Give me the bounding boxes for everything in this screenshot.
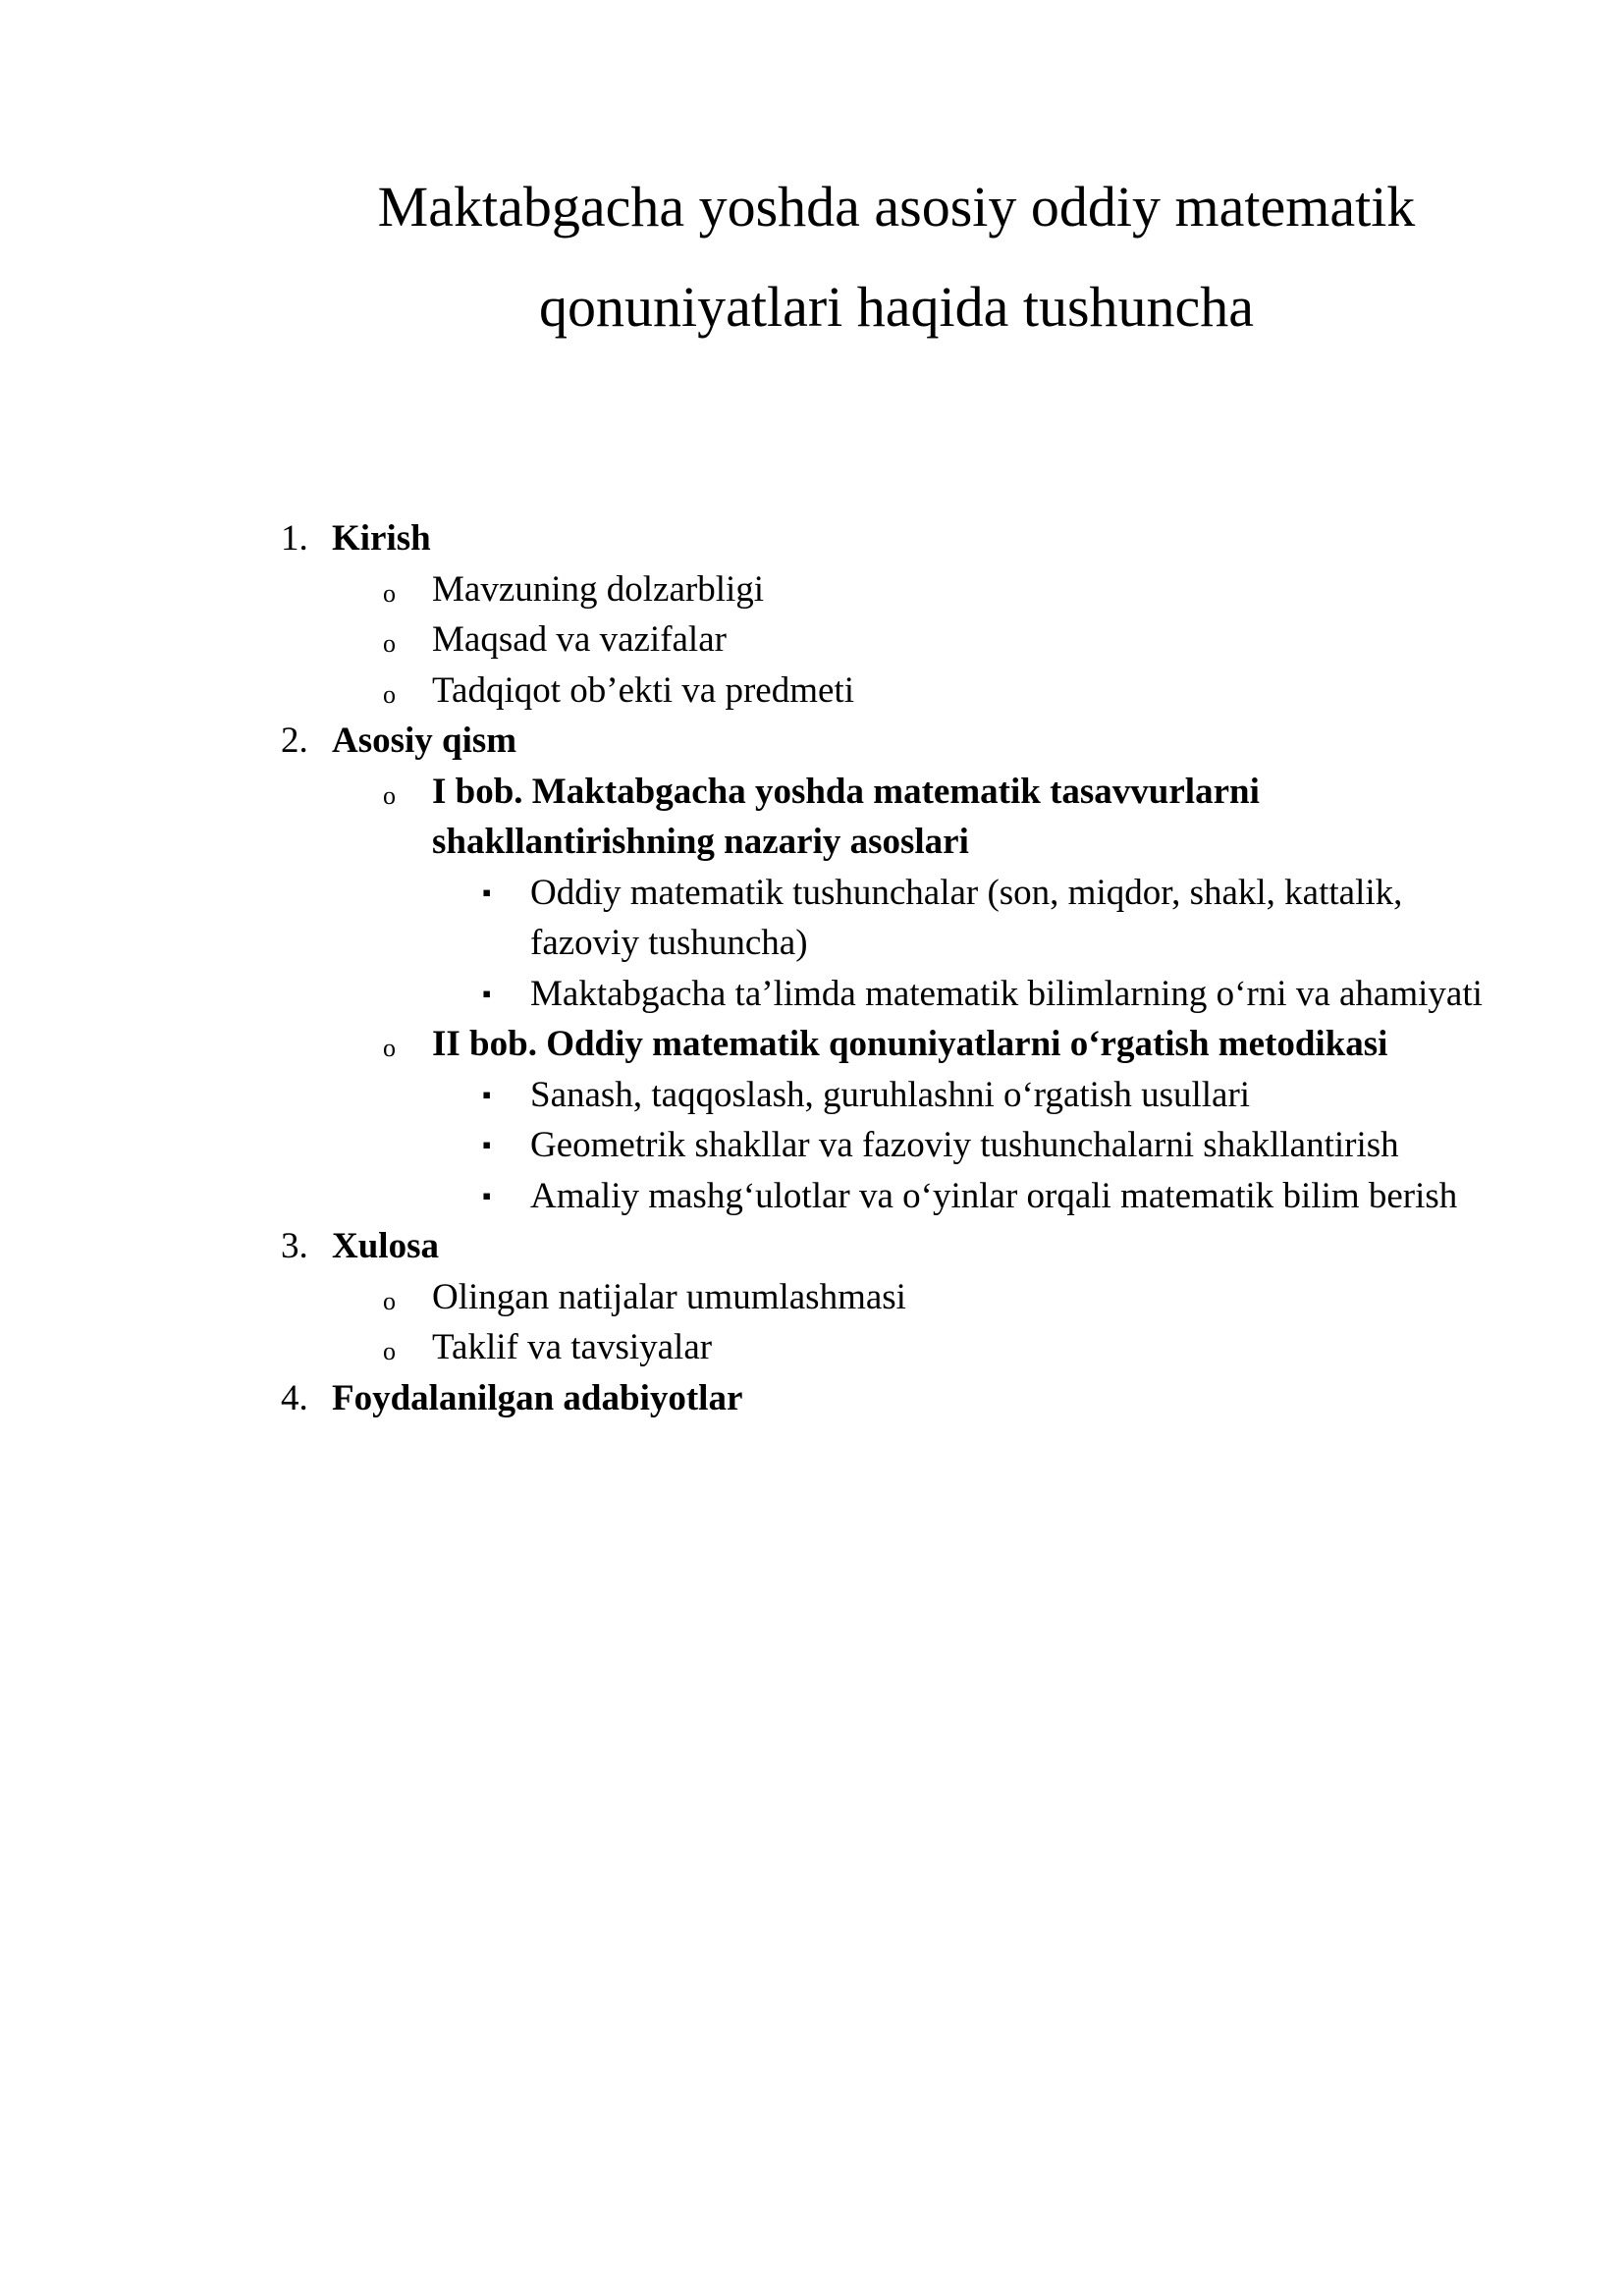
circle-bullet-icon: o xyxy=(383,1286,396,1315)
subitem-label: Tadqiqot ob’ekti va predmeti xyxy=(432,669,854,711)
circle-bullet-icon: o xyxy=(383,1337,396,1365)
chapter-topic xyxy=(281,1171,1498,1222)
outline-subitem xyxy=(281,1272,1498,1323)
topic-label: Oddiy matematik tushunchalar (son, miqdor, shakl, kattalik, fazoviy tushuncha) xyxy=(530,872,1403,963)
item-number: 4. xyxy=(281,1377,308,1418)
item-label: Kirish xyxy=(332,518,431,559)
square-bullet-icon: ▪ xyxy=(482,1131,492,1159)
chapter-label: I bob. Maktabgacha yoshda matematik tasavvurlarni shakllantirishning nazariy asoslari xyxy=(432,771,1260,862)
item-number: 2. xyxy=(281,721,308,761)
square-bullet-icon: ▪ xyxy=(482,878,492,907)
circle-bullet-icon: o xyxy=(383,679,396,709)
document-title: Maktabgacha yoshda asosiy oddiy matematik qonuniyatlari haqida tushuncha xyxy=(377,175,1416,339)
chapter-topic xyxy=(281,1120,1498,1171)
subitem-label: Olingan natijalar umumlashmasi xyxy=(432,1276,906,1317)
subitem-label: Taklif va tavsiyalar xyxy=(432,1327,713,1367)
square-bullet-icon: ▪ xyxy=(482,1080,492,1109)
table-of-contents xyxy=(281,513,1498,1423)
outline-item-asosiy-qism xyxy=(281,716,1498,767)
circle-bullet-icon: o xyxy=(383,578,396,608)
item-label: Xulosa xyxy=(332,1226,439,1266)
outline-item-adabiyotlar xyxy=(281,1373,1498,1424)
circle-bullet-icon: o xyxy=(383,780,396,810)
square-bullet-icon: ▪ xyxy=(482,1181,492,1210)
square-bullet-icon: ▪ xyxy=(482,979,492,1008)
chapter-label: II bob. Oddiy matematik qonuniyatlarni o‘rgatish metodikasi xyxy=(432,1024,1388,1064)
outline-subitem xyxy=(281,666,1498,717)
topic-label: Sanash, taqqoslash, guruhlashni o‘rgatish usullari xyxy=(530,1074,1251,1115)
subitem-label: Maqsad va vazifalar xyxy=(432,619,727,660)
item-label: Foydalanilgan adabiyotlar xyxy=(332,1377,743,1418)
outline-subitem xyxy=(281,564,1498,615)
item-label: Asosiy qism xyxy=(332,721,517,761)
circle-bullet-icon: o xyxy=(383,1034,396,1062)
outline-item-kirish xyxy=(281,513,1498,564)
chapter-heading-1 xyxy=(281,767,1498,868)
subitem-label: Mavzuning dolzarbligi xyxy=(432,568,765,610)
outline-item-xulosa xyxy=(281,1221,1498,1272)
chapter-heading-2 xyxy=(281,1019,1498,1070)
topic-label: Geometrik shakllar va fazoviy tushunchalarni shakllantirish xyxy=(530,1125,1399,1165)
topic-label: Amaliy mashg‘ulotlar va o‘yinlar orqali matematik bilim berish xyxy=(530,1175,1458,1216)
chapter-topic xyxy=(281,1070,1498,1121)
topic-label: Maktabgacha ta’limda matematik bilimlarning o‘rni va ahamiyati xyxy=(530,973,1483,1014)
circle-bullet-icon: o xyxy=(383,629,396,658)
outline-subitem xyxy=(281,614,1498,666)
chapter-topic xyxy=(281,868,1498,969)
item-number: 3. xyxy=(281,1226,308,1266)
outline-subitem xyxy=(281,1322,1498,1373)
chapter-topic xyxy=(281,969,1498,1020)
item-number: 1. xyxy=(281,518,308,559)
